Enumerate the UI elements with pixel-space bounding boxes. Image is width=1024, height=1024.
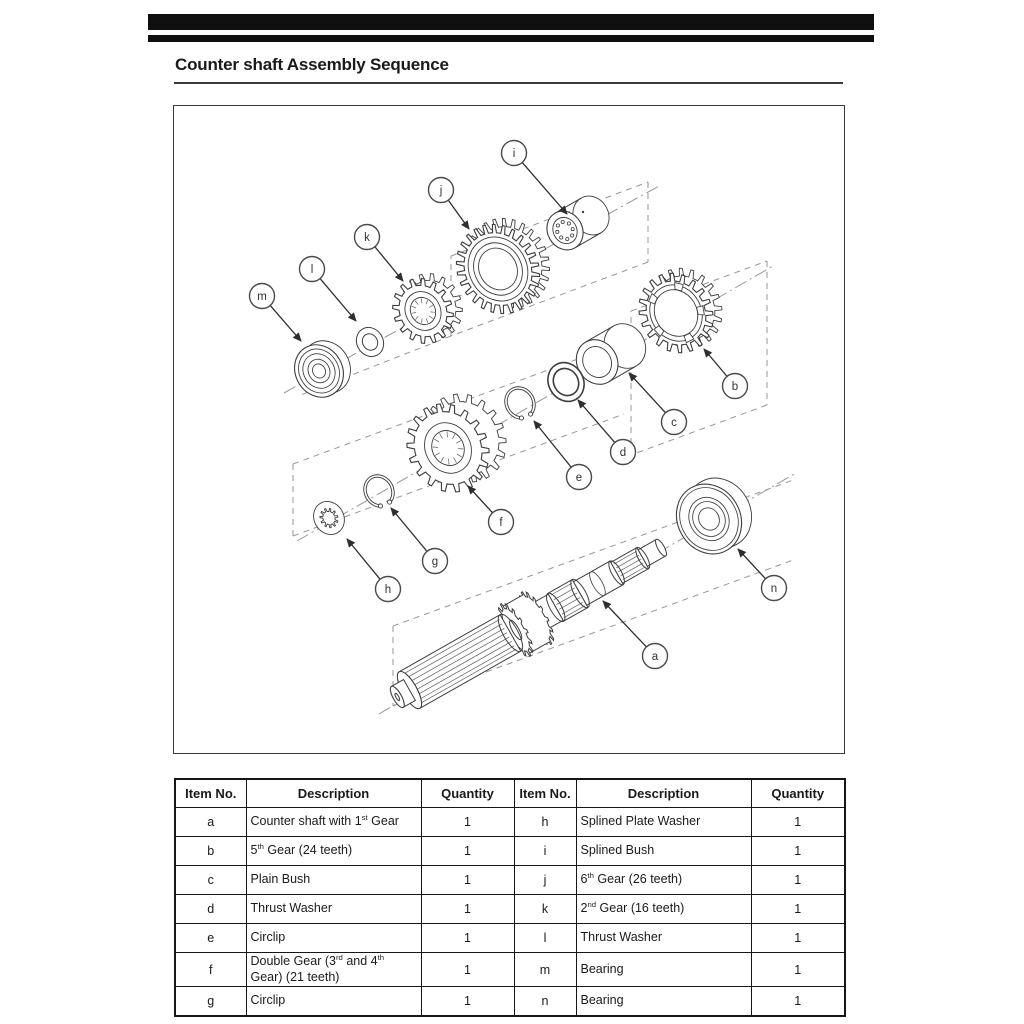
callout-leader-line (347, 539, 380, 579)
part-circlip-e (506, 388, 534, 420)
callout-leader-line (449, 201, 469, 229)
description-text: Circlip (250, 930, 286, 945)
cell-description (576, 953, 751, 987)
callout-g (391, 508, 448, 574)
col-header-description: Description (576, 779, 751, 808)
callout-leader-line (704, 349, 727, 376)
diagram-frame (173, 105, 845, 754)
table-row (175, 866, 845, 895)
description-ordinal: th (377, 952, 385, 962)
part-double-gear-f (407, 394, 506, 492)
callout-j (429, 178, 470, 230)
cell-description (576, 837, 751, 866)
callout-k (355, 225, 404, 282)
description-text: Circlip (250, 993, 286, 1008)
description-text: Gear (367, 814, 399, 829)
callout-leader-line (603, 601, 646, 647)
cell-quantity: 1 (421, 808, 514, 837)
header-bar-thick (148, 14, 874, 30)
callout-f (468, 486, 514, 535)
callout-i (502, 141, 568, 215)
cell-description (576, 866, 751, 895)
callout-leader-line (320, 279, 356, 321)
part-bearing-m (285, 332, 360, 406)
table-row (175, 953, 845, 987)
table-row (175, 837, 845, 866)
callout-leader-line (738, 549, 765, 578)
cell-item-no: k (514, 895, 576, 924)
col-header-item-no: Item No. (514, 779, 576, 808)
description-text: Thrust Washer (250, 901, 333, 916)
title-rule (174, 82, 843, 84)
cell-item-no: l (514, 924, 576, 953)
cell-item-no: b (175, 837, 246, 866)
callout-leader-line (534, 421, 571, 467)
description-text: 6 (580, 872, 588, 887)
cell-description (576, 987, 751, 1017)
header-row (175, 779, 845, 808)
description-text: Gear (24 teeth) (263, 843, 353, 858)
col-header-quantity: Quantity (421, 779, 514, 808)
description-text: Thrust Washer (580, 930, 663, 945)
callout-b (704, 349, 748, 399)
description-text: Counter shaft with 1 (250, 814, 362, 829)
callout-letter: n (770, 583, 778, 595)
parts-table-body (175, 808, 845, 1017)
description-ordinal: th (587, 871, 594, 881)
cell-quantity: 1 (421, 837, 514, 866)
cell-quantity: 1 (751, 866, 845, 895)
cell-item-no: a (175, 808, 246, 837)
description-text: Plain Bush (250, 872, 311, 887)
callout-letter: g (431, 556, 439, 568)
description-text: 5 (250, 843, 258, 858)
callout-letter: j (439, 185, 443, 197)
callout-leader-line (375, 247, 403, 281)
cell-quantity: 1 (421, 987, 514, 1017)
table-row (175, 895, 845, 924)
cell-quantity: 1 (751, 987, 845, 1017)
description-text: 2 (580, 901, 588, 916)
cell-description (246, 895, 421, 924)
cell-quantity: 1 (421, 924, 514, 953)
callout-leader-line (578, 400, 615, 442)
description-text: Gear (16 teeth) (596, 901, 685, 916)
callout-a (603, 601, 668, 669)
cell-item-no: g (175, 987, 246, 1017)
callout-leader-line (523, 163, 568, 214)
cell-description (246, 987, 421, 1017)
callout-letter: c (671, 417, 677, 429)
callout-letter: f (499, 517, 503, 529)
cell-description (576, 895, 751, 924)
callout-leader-line (629, 373, 665, 412)
cell-quantity: 1 (421, 953, 514, 987)
cell-item-no: f (175, 953, 246, 987)
cell-item-no: n (514, 987, 576, 1017)
callout-letter: k (364, 232, 370, 244)
description-text: Gear (26 teeth) (593, 872, 683, 887)
description-ordinal: st (361, 813, 368, 823)
cell-item-no: d (175, 895, 246, 924)
part-splined-bush-i (540, 189, 616, 256)
cell-description (246, 953, 421, 987)
table-row (175, 924, 845, 953)
cell-description (576, 924, 751, 953)
part-6th-gear-j (456, 218, 549, 313)
parts-table (174, 778, 846, 1017)
cell-item-no: h (514, 808, 576, 837)
cell-description (576, 808, 751, 837)
part-counter-shaft-a (379, 520, 679, 725)
description-text: Splined Plate Washer (580, 814, 701, 829)
description-text: Bearing (580, 961, 624, 976)
cell-description (246, 866, 421, 895)
callout-letter: a (651, 651, 659, 663)
description-text: Bearing (580, 993, 624, 1008)
callout-leader-line (468, 486, 492, 512)
cell-quantity: 1 (751, 895, 845, 924)
callout-l (300, 257, 357, 322)
description-text: Splined Bush (580, 843, 655, 858)
part-2nd-gear-k (393, 274, 463, 344)
col-header-quantity: Quantity (751, 779, 845, 808)
callout-letter: b (731, 381, 739, 393)
description-ordinal: rd (335, 952, 343, 962)
cell-quantity: 1 (421, 895, 514, 924)
cell-description (246, 837, 421, 866)
part-bearing-n (664, 466, 764, 566)
callout-c (629, 373, 687, 435)
parts-table-head (175, 779, 845, 808)
part-thrust-washer-l (351, 322, 389, 361)
callout-h (347, 539, 401, 602)
cell-item-no: i (514, 837, 576, 866)
cell-quantity: 1 (751, 837, 845, 866)
part-5th-gear-b (639, 268, 722, 352)
part-splined-plate-washer-h (308, 496, 351, 540)
assembly-diagram (174, 106, 844, 753)
col-header-item-no: Item No. (175, 779, 246, 808)
callout-letter: h (384, 584, 392, 596)
cell-quantity: 1 (751, 924, 845, 953)
part-circlip-g (365, 476, 393, 508)
description-text: and 4 (342, 954, 378, 968)
callout-n (738, 549, 787, 601)
cell-quantity: 1 (421, 866, 514, 895)
cell-description (246, 924, 421, 953)
callout-letter: m (257, 291, 267, 303)
description-text: Gear) (21 teeth) (250, 969, 340, 984)
callout-letter: i (512, 148, 516, 160)
page-title: Counter shaft Assembly Sequence (175, 55, 449, 74)
callout-leader-line (391, 508, 427, 551)
callout-d (578, 400, 636, 465)
table-row (175, 987, 845, 1017)
cell-item-no: c (175, 866, 246, 895)
cell-item-no: m (514, 953, 576, 987)
callout-letter: e (575, 472, 583, 484)
cell-quantity: 1 (751, 953, 845, 987)
callout-m (250, 284, 302, 342)
cell-quantity: 1 (751, 808, 845, 837)
header-bar-thin (148, 35, 874, 42)
callout-e (534, 421, 592, 490)
callout-leader-line (271, 306, 302, 341)
table-row (175, 808, 845, 837)
description-text: Double Gear (3 (250, 954, 336, 968)
callout-letter: d (619, 447, 627, 459)
cell-item-no: e (175, 924, 246, 953)
cell-description (246, 808, 421, 837)
description-ordinal: th (257, 842, 264, 852)
col-header-description: Description (246, 779, 421, 808)
description-ordinal: nd (587, 900, 597, 910)
callout-letter: l (310, 264, 314, 276)
cell-item-no: j (514, 866, 576, 895)
